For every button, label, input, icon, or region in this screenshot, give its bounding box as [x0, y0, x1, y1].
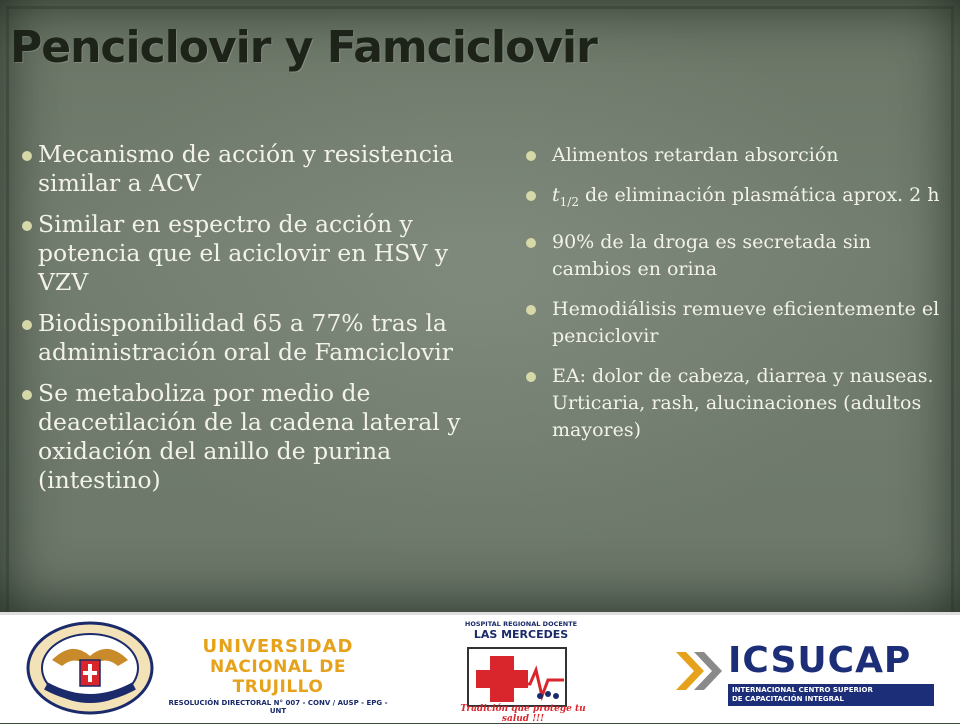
slide-title: Penciclovir y Famciclovir [10, 22, 597, 73]
bullet-dot-icon [526, 305, 536, 315]
bullet-text: Mecanismo de acción y resistencia similar a ACV [38, 140, 454, 197]
icsucap-line1: INTERNACIONAL CENTRO SUPERIOR [732, 686, 873, 694]
left-bullet-list [22, 140, 462, 507]
left-bullet-item [22, 309, 462, 367]
right-bullet-item [526, 142, 946, 169]
bullet-dot-icon [526, 372, 536, 382]
bullet-text: Hemodiálisis remueve eficientemente el penciclovir [552, 297, 940, 347]
bullet-dot-icon [22, 390, 32, 400]
bullet-text: EA: dolor de cabeza, diarrea y nauseas. Urticaria, rash, alucinaciones (adultos mayores) [552, 364, 934, 441]
bullet-dot-icon [526, 191, 536, 201]
right-bullet-item [526, 363, 946, 444]
right-bullet-list [526, 142, 946, 457]
left-bullet-item [22, 210, 462, 297]
unt-name-block [168, 636, 388, 715]
hospital-logo [452, 618, 592, 718]
bullet-dot-icon [22, 151, 32, 161]
bullet-dot-icon [22, 320, 32, 330]
hospital-tagline: Tradición que protege tu salud !!! [460, 704, 586, 724]
bullet-text: Biodisponibilidad 65 a 77% tras la administración oral de Famciclovir [38, 309, 454, 366]
unt-seal-logo [22, 620, 158, 716]
bullet-text: de eliminación plasmática aprox. 2 h [578, 184, 940, 206]
bullet-text: 90% de la droga es secretada sin cambios en orina [552, 230, 871, 280]
bullet-dot-icon [22, 221, 32, 231]
hospital-line1: HOSPITAL REGIONAL DOCENTE [464, 620, 578, 628]
half-life-subscript: 1/2 [559, 194, 579, 209]
icsucap-line2: DE CAPACITACIÓN INTEGRAL [732, 695, 844, 703]
unt-line3: RESOLUCIÓN DIRECTORAL N° 007 - CONV / AUSP - EPG - UNT [168, 699, 388, 715]
bullet-dot-icon [526, 238, 536, 248]
left-bullet-item [22, 379, 462, 495]
bullet-text: Se metaboliza por medio de deacetilación de la cadena lateral y oxidación del anillo de purina (intestino) [38, 379, 461, 494]
right-bullet-item [526, 296, 946, 350]
icsucap-title: ICSUCAP [728, 640, 912, 681]
right-bullet-item [526, 182, 946, 216]
unt-line2: NACIONAL DE TRUJILLO [210, 657, 346, 697]
right-bullet-item [526, 229, 946, 283]
left-bullet-item [22, 140, 462, 198]
half-life-symbol: t [552, 184, 560, 206]
unt-line1: UNIVERSIDAD [202, 636, 354, 657]
bullet-dot-icon [526, 151, 536, 161]
bullet-text: Alimentos retardan absorción [552, 144, 839, 166]
icsucap-subtitle-bar [728, 684, 934, 706]
hospital-line2: LAS MERCEDES [473, 628, 569, 641]
bullet-text: Similar en espectro de acción y potencia que el aciclovir en HSV y VZV [38, 210, 449, 296]
